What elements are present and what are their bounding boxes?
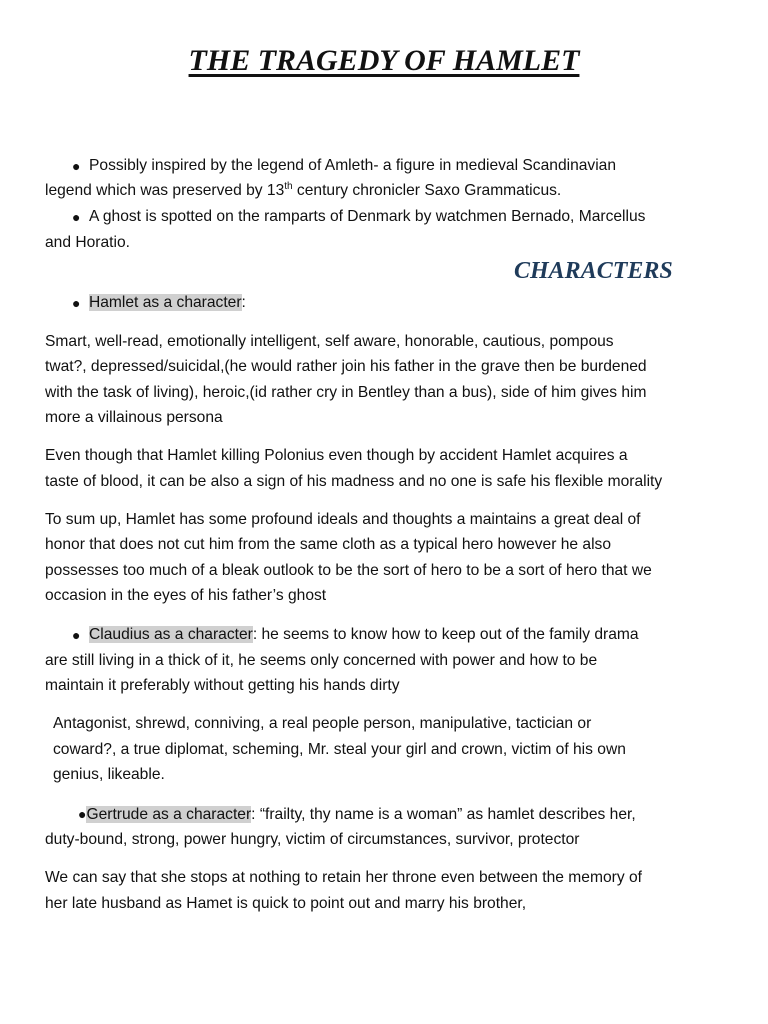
hamlet-label: Hamlet as a character [89, 294, 242, 311]
gertrude-paragraph-line: We can say that she stops at nothing to retain her throne even between the memory of [45, 869, 642, 886]
gertrude-label-suffix: : “frailty, thy name is a woman” as hamlet describes her, [251, 806, 636, 823]
claudius-paragraph-line: genius, likeable. [53, 766, 165, 783]
gertrude-bullet [78, 804, 636, 825]
hamlet-paragraph-1-line: Smart, well-read, emotionally intelligent, self aware, honorable, cautious, pompous [45, 333, 614, 350]
intro-text: legend which was preserved by 13 [45, 182, 285, 199]
bullet-icon: ● [78, 806, 87, 822]
superscript: th [284, 180, 293, 192]
hamlet-paragraph-1-line: more a villainous persona [45, 409, 223, 426]
intro-text: century chronicler Saxo Grammaticus. [292, 182, 562, 199]
hamlet-paragraph-2-line: taste of blood, it can be also a sign of his madness and no one is safe his flexible morality [45, 473, 663, 490]
hamlet-paragraph-1-line: twat?, depressed/suicidal,(he would rather join his father in the grave then be burdened [45, 358, 647, 375]
intro-bullet-1 [72, 156, 617, 176]
hamlet-paragraph-3-line: To sum up, Hamlet has some profound ideals and thoughts a maintains a great deal of [45, 511, 641, 528]
gertrude-bullet-continuation: duty-bound, strong, power hungry, victim of circumstances, survivor, protector [45, 831, 580, 848]
hamlet-bullet [72, 293, 246, 313]
intro-bullet-2 [72, 207, 646, 227]
claudius-bullet-continuation: are still living in a thick of it, he seems only concerned with power and how to be [45, 652, 598, 669]
gertrude-paragraph-line: her late husband as Hamet is quick to point out and marry his brother, [45, 895, 527, 912]
intro-bullet-2-continuation: and Horatio. [45, 234, 130, 251]
claudius-bullet-continuation: maintain it preferably without getting his hands dirty [45, 677, 400, 694]
claudius-paragraph-line: coward?, a true diplomat, scheming, Mr. steal your girl and crown, victim of his own [53, 741, 626, 758]
intro-bullet-2-text: A ghost is spotted on the ramparts of Denmark by watchmen Bernado, Marcellus [89, 208, 646, 225]
claudius-label: Claudius as a character [89, 626, 253, 643]
document-title: THE TRAGEDY OF HAMLET [188, 44, 580, 77]
hamlet-paragraph-3-line: occasion in the eyes of his father’s ghost [45, 587, 327, 604]
hamlet-paragraph-2-line: Even though that Hamlet killing Polonius even though by accident Hamlet acquires a [45, 447, 628, 464]
bullet-icon: ● [72, 295, 81, 311]
claudius-paragraph-line: Antagonist, shrewd, conniving, a real people person, manipulative, tactician or [53, 715, 592, 732]
characters-heading: CHARACTERS [514, 258, 673, 284]
claudius-bullet [72, 625, 639, 645]
gertrude-label: Gertrude as a character [86, 806, 252, 823]
bullet-icon: ● [72, 158, 81, 174]
hamlet-paragraph-3-line: honor that does not cut him from the same cloth as a typical hero however he also [45, 536, 612, 553]
hamlet-label-suffix: : [241, 294, 246, 311]
hamlet-paragraph-3-line: possesses too much of a bleak outlook to be the sort of hero to be a sort of hero that we [45, 562, 652, 579]
bullet-icon: ● [72, 627, 81, 643]
bullet-icon: ● [72, 209, 81, 225]
intro-bullet-1-text: Possibly inspired by the legend of Amleth- a figure in medieval Scandinavian [89, 157, 617, 174]
claudius-label-suffix: : he seems to know how to keep out of the family drama [252, 626, 639, 643]
intro-bullet-1-continuation [45, 181, 561, 201]
hamlet-paragraph-1-line: with the task of living), heroic,(id rather cry in Bentley than a bus), side of him gives him [45, 384, 647, 401]
